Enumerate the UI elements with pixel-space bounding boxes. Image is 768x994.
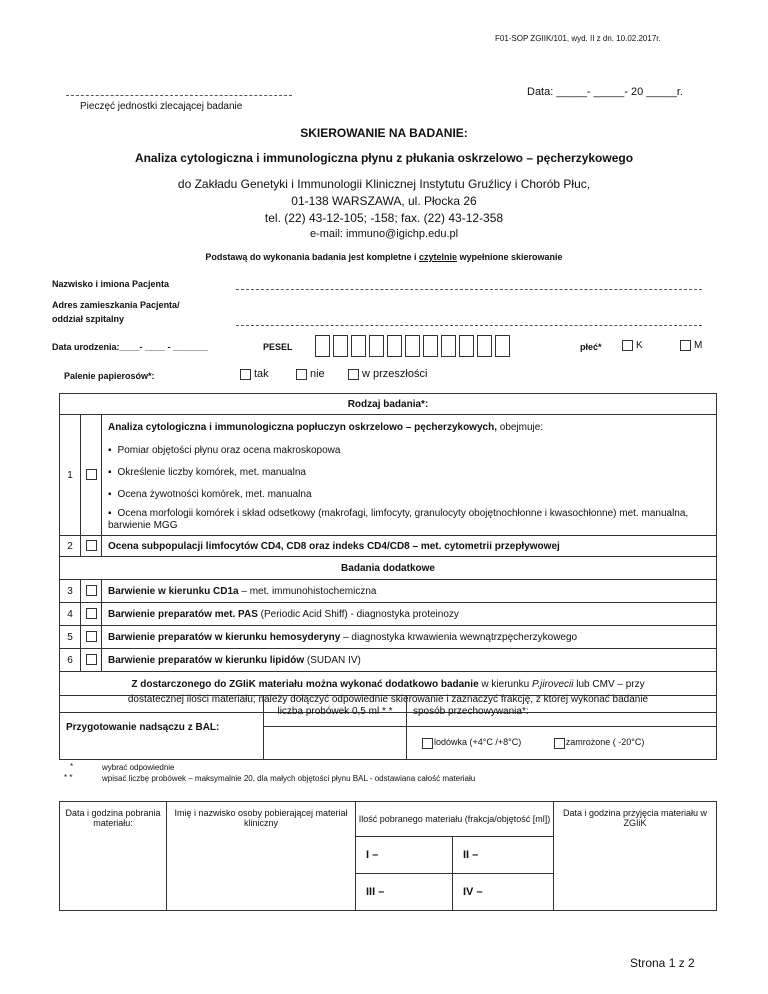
additional-bold: Barwienie w kierunku CD1a <box>108 585 239 597</box>
sampler-name-label: Imię i nazwisko osoby pobierającej materiał kliniczny <box>174 808 348 828</box>
additional-row <box>102 649 717 672</box>
additional-bold: Barwienie preparatów w kierunku lipidów <box>108 654 305 666</box>
additional-row <box>102 580 717 603</box>
sampler-name-cell[interactable] <box>167 802 356 911</box>
row-number: 6 <box>60 649 81 672</box>
checkbox[interactable] <box>86 540 97 551</box>
row2-checkbox-cell[interactable] <box>81 536 102 557</box>
row-number: 5 <box>60 626 81 649</box>
patient-name-input[interactable] <box>236 289 702 290</box>
smoking-no-option[interactable] <box>296 368 325 380</box>
pesel-digit[interactable] <box>477 335 492 357</box>
sex-option-k[interactable] <box>622 340 643 351</box>
bal-tubes-input[interactable] <box>264 727 407 760</box>
row-number: 1 <box>60 415 81 536</box>
note-bold: Z dostarczonego do ZGIiK materiału można wykonać dodatkowo badanie <box>131 679 479 690</box>
address-line-3: tel. (22) 43-12-105; -158; fax. (22) 43-12-358 <box>264 211 504 225</box>
checkbox[interactable] <box>422 738 433 749</box>
checkbox[interactable] <box>86 654 97 665</box>
fraction-cell[interactable]: II – <box>453 837 554 874</box>
smoking-yes-label: tak <box>254 368 269 380</box>
additional-rest: – diagnostyka krwawienia wewnątrzpęcherzykowego <box>340 631 578 643</box>
row1-title-rest: obejmuje: <box>496 421 544 433</box>
sex-label: płeć* <box>580 342 602 352</box>
row-number: 2 <box>60 536 81 557</box>
row-number: 4 <box>60 603 81 626</box>
patient-address-input[interactable] <box>236 325 702 326</box>
exam-type-table <box>59 393 717 713</box>
pesel-digit[interactable] <box>369 335 384 357</box>
basis-prefix: Podstawą do wykonania badania jest kompletne i <box>205 252 419 262</box>
checkbox[interactable] <box>86 631 97 642</box>
sampling-date-cell[interactable] <box>60 802 167 911</box>
address-line-2: 01-138 WARSZAWA, ul. Płocka 26 <box>291 194 477 208</box>
frozen-option[interactable] <box>554 737 645 747</box>
sex-option-m[interactable] <box>680 340 702 351</box>
sampling-table <box>59 801 717 911</box>
additional-bold: Barwienie preparatów w kierunku hemosyderyny <box>108 631 341 643</box>
checkbox[interactable] <box>622 340 633 351</box>
sex-m-label: M <box>694 340 703 352</box>
pesel-digit[interactable] <box>495 335 510 357</box>
pesel-label: PESEL <box>263 342 293 352</box>
pesel-digit[interactable] <box>387 335 402 357</box>
additional-rest: (Periodic Acid Shiff) - diagnostyka proteinozy <box>257 608 459 620</box>
note-line-2: dostatecznej ilości materiału; należy dołączyć odpowiednie skierowanie i zaznaczyć frakcję, z której wykonać badanie <box>127 694 649 705</box>
basis-note <box>0 252 768 262</box>
smoking-past-label: w przeszłości <box>362 368 428 380</box>
bal-table <box>59 695 717 760</box>
pesel-digit[interactable] <box>315 335 330 357</box>
smoking-yes-option[interactable] <box>240 368 269 380</box>
additional-bold: Barwienie preparatów met. PAS <box>108 608 258 620</box>
smoking-label: Palenie papierosów*: <box>64 371 155 381</box>
checkbox[interactable] <box>554 738 565 749</box>
email-line: e-mail: immuno@igichp.edu.pl <box>309 228 459 240</box>
fraction-cell[interactable]: III – <box>356 874 453 911</box>
additional-row <box>102 626 717 649</box>
additional-row <box>102 603 717 626</box>
bal-label: Przygotowanie nadsączu z BAL: <box>60 696 264 760</box>
additional-rest: (SUDAN IV) <box>304 654 361 666</box>
row1-item: ▪ Określenie liczby komórek, met. manualna <box>102 461 717 483</box>
patient-address-label-1: Adres zamieszkania Pacjenta/ <box>52 300 180 310</box>
fridge-label: lodówka (+4°C /+8°C) <box>434 737 522 748</box>
stamp-line <box>66 95 292 96</box>
row-number: 3 <box>60 580 81 603</box>
sampling-date-label: Data i godzina pobrania materiału: <box>65 808 161 828</box>
page-title: SKIEROWANIE NA BADANIE: <box>300 126 468 140</box>
fridge-option[interactable] <box>422 737 521 747</box>
pesel-digit[interactable] <box>405 335 420 357</box>
receipt-date-label: Data i godzina przyjęcia materiału w ZGIiK <box>562 808 708 828</box>
fraction-cell[interactable]: I – <box>356 837 453 874</box>
additional-header: Badania dodatkowe <box>60 557 717 580</box>
sex-k-label: K <box>636 340 643 352</box>
row-checkbox-cell[interactable] <box>81 626 102 649</box>
fraction-cell[interactable]: IV – <box>453 874 554 911</box>
pesel-digit[interactable] <box>441 335 456 357</box>
row-checkbox-cell[interactable] <box>81 649 102 672</box>
checkbox[interactable] <box>86 585 97 596</box>
smoking-no-label: nie <box>310 368 325 380</box>
patient-name-label: Nazwisko i imiona Pacjenta <box>52 279 170 289</box>
footnote-2-mark: * * <box>64 773 73 782</box>
row1-item: ▪ Pomiar objętości płynu oraz ocena makroskopowa <box>102 439 717 461</box>
dob-field[interactable]: Data urodzenia:____- ____ - _______ <box>52 342 209 352</box>
amount-header: Ilość pobranego materiału (frakcja/objętość [ml]) <box>356 802 554 837</box>
row1-item: ▪ Ocena żywotności komórek, met. manualna <box>102 483 717 505</box>
note-rest: w kierunku <box>478 679 532 690</box>
stamp-label: Pieczęć jednostki zlecającej badanie <box>80 101 243 112</box>
row-checkbox-cell[interactable] <box>81 580 102 603</box>
frozen-label: zamrożone ( -20°C) <box>565 737 645 748</box>
row-checkbox-cell[interactable] <box>81 603 102 626</box>
page-number: Strona 1 z 2 <box>630 956 695 970</box>
row1-checkbox-cell[interactable] <box>81 415 102 536</box>
pesel-digit[interactable] <box>459 335 474 357</box>
bal-storage-label: sposób przechowywania*: <box>407 696 717 727</box>
basis-underlined: czytelnie <box>418 252 458 262</box>
pesel-digit[interactable] <box>351 335 366 357</box>
checkbox[interactable] <box>296 369 307 380</box>
page-subtitle: Analiza cytologiczna i immunologiczna płynu z płukania oskrzelowo – pęcherzykowego <box>134 151 634 165</box>
footnote-2-text: wpisać liczbę probówek – maksymalnie 20, dla małych objętości płynu BAL - odstawiana całość materiału <box>102 774 476 783</box>
footnote-1-text: wybrać odpowiednie <box>102 763 175 772</box>
row1-item: ▪ Ocena morfologii komórek i skład odsetkowy (makrofagi, limfocyty, granulocyty obojętnochłonne i kwasochłonne) met. manualna, barwienie MGG <box>102 505 717 536</box>
address-line-1: do Zakładu Genetyki i Immunologii Klinicznej Instytutu Gruźlicy i Chorób Płuc, <box>177 177 591 191</box>
checkbox[interactable] <box>86 469 97 480</box>
smoking-past-option[interactable] <box>348 368 427 380</box>
note-end: lub CMV – przy <box>573 679 645 690</box>
row1-title-bold: Analiza cytologiczna i immunologiczna popłuczyn oskrzelowo – pęcherzykowych, <box>108 421 497 433</box>
bal-tubes-label: liczba probówek 0,5 ml * * <box>264 696 407 727</box>
note-italic: P.jirovecii <box>532 679 574 690</box>
pesel-digit[interactable] <box>423 335 438 357</box>
row1-title <box>102 415 717 440</box>
pesel-input[interactable] <box>315 335 513 362</box>
footnote-1-mark: * <box>70 762 74 771</box>
date-field[interactable]: Data: _____- _____- 20 _____r. <box>527 86 683 98</box>
pesel-digit[interactable] <box>333 335 348 357</box>
checkbox[interactable] <box>348 369 359 380</box>
checkbox[interactable] <box>240 369 251 380</box>
checkbox[interactable] <box>680 340 691 351</box>
receipt-date-cell[interactable] <box>554 802 717 911</box>
document-code: F01-SOP ZGIIK/101, wyd. II z dn. 10.02.2017r. <box>495 34 661 43</box>
bal-storage-options <box>407 727 717 760</box>
patient-address-label-2: oddział szpitalny <box>52 314 125 324</box>
row2-text: Ocena subpopulacji limfocytów CD4, CD8 oraz indeks CD4/CD8 – met. cytometrii przepływowej <box>102 536 717 557</box>
exam-type-header: Rodzaj badania*: <box>60 394 717 415</box>
additional-rest: – met. immunohistochemiczna <box>238 585 377 597</box>
checkbox[interactable] <box>86 608 97 619</box>
basis-suffix: wypełnione skierowanie <box>457 252 563 262</box>
